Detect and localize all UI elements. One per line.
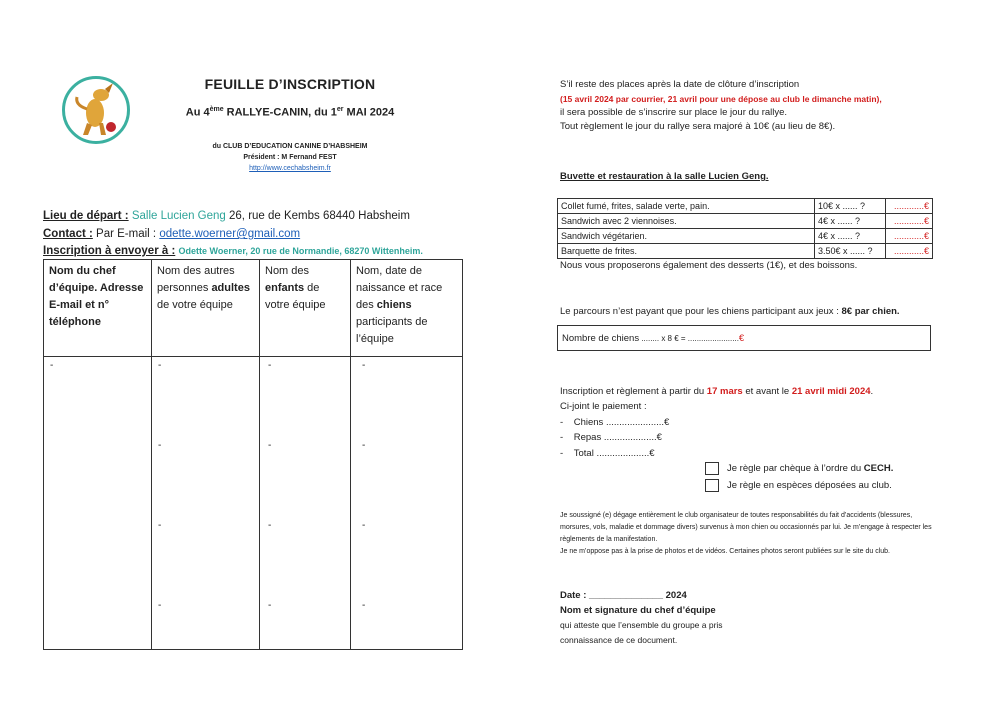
cash-checkbox[interactable] [705,479,719,492]
children-cell[interactable] [260,357,351,650]
send-line: Inscription à envoyer à : Odette Woerner, 20 rue de Normandie, 68270 Wittenheim. [43,245,423,257]
dash-marker: - [362,440,366,451]
header-team-leader: Nom du chef d’équipe. Adresse E-mail et n° téléphone [44,260,152,357]
header-children: Nom des enfants de votre équipe [260,260,351,357]
team-table [43,259,463,650]
cheque-checkbox[interactable] [705,462,719,475]
cash-option[interactable]: Je règle en espèces déposées au club. [705,479,892,492]
dash-marker: - [158,440,162,451]
table-row: Sandwich avec 2 viennoises. 4€ x ...... ? ............€ [558,214,933,229]
buvette-title: Buvette et restauration à la salle Lucien Geng. [560,171,769,182]
desserts-note: Nous vous proposerons également des desserts (1€), et des boissons. [560,260,858,271]
dash-marker: - [158,360,162,371]
payment-total[interactable]: - Total ....................€ [560,448,655,459]
legal-text: Je soussigné (e) dégage entièrement le club organisateur de toutes responsabilités du fait d’accidents (blessures, morsures, vols, maladie et dommage divers) survenus à mon chien ou occasionnés par lui. Je m’engage à respecter les règlements de la manifestation. Je ne m’oppose pas à la prise de photos et de vidéos. Certaines photos seront publiées sur le site du club. [560,512,932,555]
header-dogs: Nom, date de naissance et race des chiens participants de l’équipe [351,260,463,357]
payment-dogs[interactable]: - Chiens ......................€ [560,417,670,428]
dash-marker: - [50,360,54,371]
dash-marker: - [268,360,272,371]
dog-icon [65,79,127,141]
dash-marker: - [268,600,272,611]
rallye-subtitle: Au 4ème RALLYE-CANIN, du 1er MAI 2024 [185,106,395,119]
payment-meals[interactable]: - Repas ....................€ [560,432,662,443]
payment-attached: Ci-joint le paiement : [560,401,647,412]
date-field[interactable]: Date : ______________ 2024 [560,590,687,601]
table-row: Collet fumé, frites, salade verte, pain. 10€ x ...... ? ............€ [558,199,933,214]
dash-marker: - [268,440,272,451]
dogs-cell[interactable] [351,357,463,650]
late-registration: S’il reste des places après la date de clôture d’inscription (15 avril 2024 par courrier, 21 avril pour une dépose au club le dimanche matin), il sera possible de s’inscrire sur place le jour du rallye. Tout règlement le jour du rallye sera majoré à 10€ (au lieu de 8€). [560,79,882,132]
dogs-count-box[interactable]: Nombre de chiens ........ x 8 € = .......................€ [557,325,931,351]
club-logo [62,76,130,144]
table-row: Barquette de frites. 3.50€ x ...... ? ............€ [558,244,933,259]
dash-marker: - [268,520,272,531]
club-website-link[interactable]: http://www.cechabsheim.fr [249,165,331,172]
dash-marker: - [362,600,366,611]
adults-cell[interactable] [152,357,260,650]
contact-email-link[interactable]: odette.woerner@gmail.com [159,228,301,240]
contact-line: Contact : Par E-mail : odette.woerner@gmail.com [43,228,301,240]
cheque-option[interactable]: Je règle par chèque à l’ordre du CECH. [705,462,893,475]
depart-line: Lieu de départ : Salle Lucien Geng 26, rue de Kembs 68440 Habsheim [43,210,410,222]
parcours-note: Le parcours n’est payant que pour les chiens participant aux jeux : 8€ par chien. [560,306,900,317]
buvette-table [557,198,933,259]
dash-marker: - [158,600,162,611]
header-adults: Nom des autres personnes adultes de votre équipe [152,260,260,357]
club-name: du CLUB D’EDUCATION CANINE D’HABSHEIM [212,143,368,150]
dash-marker: - [362,360,366,371]
club-info [170,141,410,174]
payment-dates: Inscription et règlement à partir du 17 mars et avant le 21 avril midi 2024. [560,386,874,397]
president: Président : M Fernand FEST [243,154,337,161]
dash-marker: - [158,520,162,531]
depart-place: Salle Lucien Geng [131,210,226,222]
team-leader-cell[interactable] [44,357,152,650]
signature-block: Date : ______________ 2024 Nom et signature du chef d’équipe qui atteste que l’ensemble du groupe a pris connaissance de ce document. [560,590,723,645]
dash-marker: - [362,520,366,531]
form-title: FEUILLE D’INSCRIPTION [204,76,376,92]
closing-dates: (15 avril 2024 par courrier, 21 avril pour une dépose au club le dimanche matin), [560,94,882,104]
table-row: Sandwich végétarien. 4€ x ...... ? ............€ [558,229,933,244]
